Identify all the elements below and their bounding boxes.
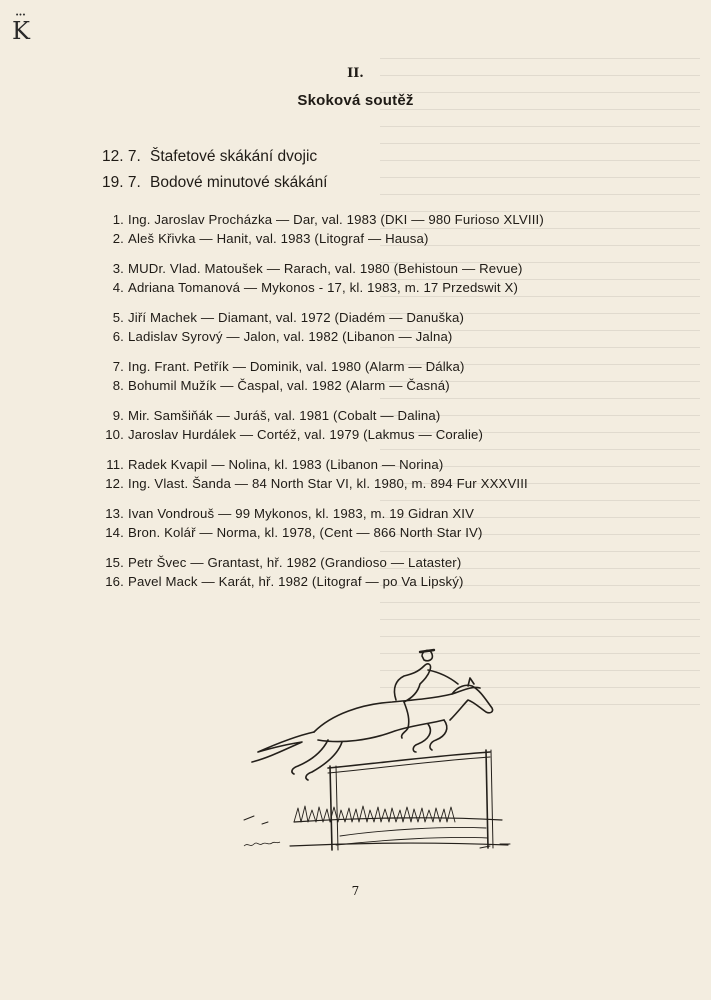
entry-text: Ing. Jaroslav Procházka — Dar, val. 1983 (DKI — 980 Furioso XLVIII) — [128, 212, 544, 227]
entry-text: Petr Švec — Grantast, hř. 1982 (Grandioso — Lataster) — [128, 555, 462, 570]
entry-list — [100, 210, 660, 602]
entry-row — [100, 504, 660, 523]
entry-pair — [100, 406, 660, 444]
entry-text: Pavel Mack — Karát, hř. 1982 (Litograf — po Va Lipský) — [128, 574, 464, 589]
entry-text: Ing. Frant. Petřík — Dominik, val. 1980 (Alarm — Dálka) — [128, 359, 465, 374]
entry-number: 15. — [105, 555, 124, 570]
horse-hind-legs — [292, 740, 342, 780]
k-logo-icon: ••• K — [12, 12, 30, 45]
entry-pair — [100, 504, 660, 542]
entry-number: 13. — [105, 506, 124, 521]
entry-pair — [100, 553, 660, 591]
entry-text: Jiří Machek — Diamant, val. 1972 (Diadém — Danuška) — [128, 310, 464, 325]
entry-text: Ladislav Syrový — Jalon, val. 1982 (Libanon — Jalna) — [128, 329, 453, 344]
event-date: 12. 7. — [102, 148, 141, 165]
entry-row — [100, 474, 660, 493]
fence-brush — [294, 806, 455, 822]
entry-number: 1. — [112, 212, 124, 227]
horse-jump-illustration — [232, 640, 522, 862]
entry-number: 8. — [112, 378, 124, 393]
entry-row — [100, 553, 660, 572]
entry-row — [100, 572, 660, 591]
rider — [394, 664, 430, 702]
event-name: Bodové minutové skákání — [150, 174, 328, 191]
event-item — [102, 147, 328, 173]
ground-line — [290, 843, 508, 846]
entry-number: 12. — [105, 476, 124, 491]
page-number: 7 — [351, 884, 360, 898]
entry-number: 4. — [112, 280, 124, 295]
entry-text: Ing. Vlast. Šanda — 84 North Star VI, kl. 1980, m. 894 Fur XXXVIII — [128, 476, 528, 491]
entry-row — [100, 455, 660, 474]
entry-row — [100, 523, 660, 542]
entry-row — [100, 210, 660, 229]
horse-head — [450, 685, 493, 720]
entry-pair — [100, 210, 660, 248]
entry-row — [100, 259, 660, 278]
event-list — [102, 147, 328, 199]
horse-body — [314, 687, 480, 732]
entry-text: Aleš Křivka — Hanit, val. 1983 (Litograf — Hausa) — [128, 231, 429, 246]
entry-number: 5. — [112, 310, 124, 325]
entry-text: Jaroslav Hurdálek — Cortéž, val. 1979 (Lakmus — Coralie) — [128, 427, 484, 442]
entry-row — [100, 376, 660, 395]
entry-text: Adriana Tomanová — Mykonos - 17, kl. 1983, m. 17 Przedswit X) — [128, 280, 519, 295]
entry-text: Mir. Samšiňák — Juráš, val. 1981 (Cobalt — Dalina) — [128, 408, 441, 423]
entry-number: 9. — [112, 408, 124, 423]
entry-row — [100, 357, 660, 376]
horse-tail — [252, 732, 314, 762]
entry-text: Bohumil Mužík — Časpal, val. 1982 (Alarm — Časná) — [128, 378, 450, 393]
entry-row — [100, 425, 660, 444]
entry-number: 10. — [105, 427, 124, 442]
entry-pair — [100, 308, 660, 346]
entry-text: Radek Kvapil — Nolina, kl. 1983 (Libanon — Norina) — [128, 457, 444, 472]
artist-signature — [244, 842, 280, 846]
entry-text: Ivan Vondrouš — 99 Mykonos, kl. 1983, m. 19 Gidran XIV — [128, 506, 475, 521]
entry-number: 14. — [105, 525, 124, 540]
entry-row — [100, 406, 660, 425]
entry-pair — [100, 455, 660, 493]
entry-row — [100, 327, 660, 346]
entry-pair — [100, 357, 660, 395]
event-item — [102, 173, 328, 199]
section-number: II. — [347, 66, 364, 81]
entry-number: 7. — [112, 359, 124, 374]
entry-number: 3. — [112, 261, 124, 276]
entry-text: MUDr. Vlad. Matoušek — Rarach, val. 1980 (Behistoun — Revue) — [128, 261, 523, 276]
fence-post-right — [486, 750, 488, 848]
fence-post-left — [330, 766, 332, 850]
section-title: Skoková soutěž — [297, 92, 414, 109]
entry-number: 2. — [112, 231, 124, 246]
entry-row — [100, 308, 660, 327]
entry-text: Bron. Kolář — Norma, kl. 1978, (Cent — 866 North Star IV) — [128, 525, 483, 540]
entry-row — [100, 229, 660, 248]
event-name: Štafetové skákání dvojic — [150, 148, 318, 165]
entry-number: 11. — [106, 457, 124, 472]
entry-number: 6. — [112, 329, 124, 344]
entry-number: 16. — [105, 574, 124, 589]
entry-row — [100, 278, 660, 297]
fence-top-rail — [328, 752, 490, 768]
event-date: 19. 7. — [102, 174, 141, 191]
entry-pair — [100, 259, 660, 297]
